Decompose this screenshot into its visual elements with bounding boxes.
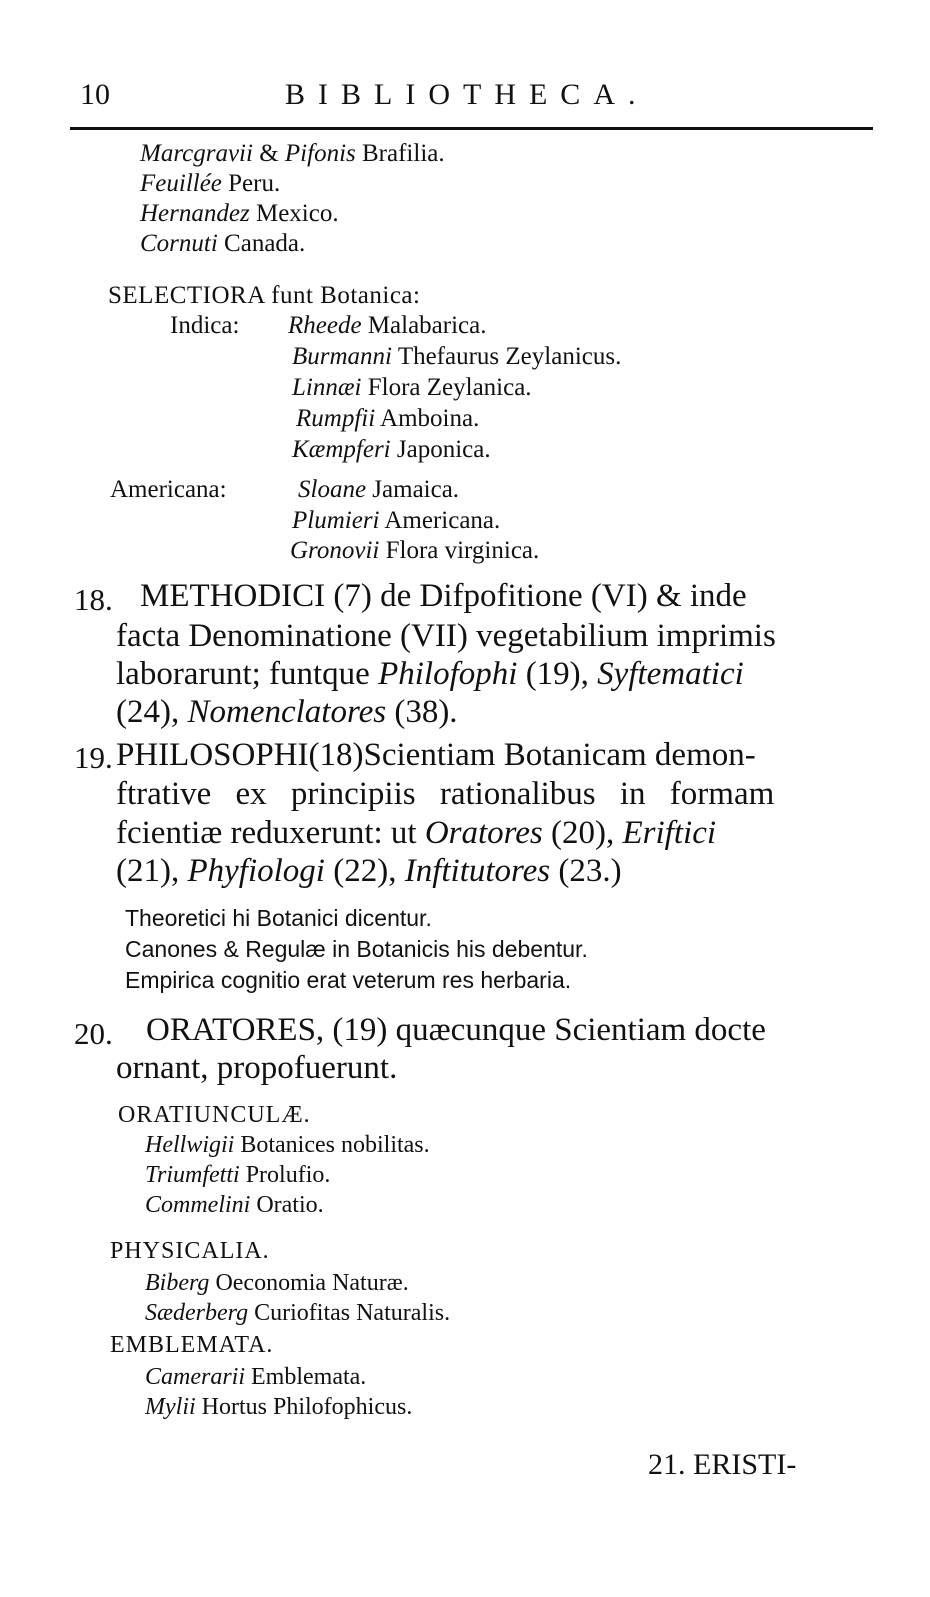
list-item bbox=[140, 200, 339, 228]
text-run: (21), bbox=[116, 853, 180, 889]
list-item bbox=[145, 1192, 324, 1219]
list-item bbox=[292, 343, 621, 371]
author-name: Plumieri bbox=[292, 507, 380, 534]
note-line: Theoretici hi Botanici dicentur. bbox=[125, 905, 432, 931]
section-number: 20. bbox=[74, 1016, 113, 1051]
header-rule bbox=[70, 127, 873, 130]
author-name: Biberg bbox=[145, 1270, 210, 1296]
work-title: Malabarica. bbox=[367, 312, 487, 339]
list-item bbox=[140, 230, 305, 258]
work-title: Botanices nobilitas. bbox=[240, 1132, 430, 1158]
paragraph-line: PHILOSOPHI(18)Scientiam Botanicam demon- bbox=[116, 737, 756, 773]
author-name: Mylii bbox=[145, 1394, 196, 1420]
author-name: Rheede bbox=[288, 312, 362, 339]
paragraph-line: METHODICI (7) de Difpofitione (VI) & inde bbox=[140, 578, 747, 614]
list-item bbox=[292, 507, 500, 535]
author-name: Pifonis bbox=[284, 140, 356, 167]
author-name: Hellwigii bbox=[145, 1132, 235, 1158]
list-item bbox=[290, 537, 539, 565]
joiner: & bbox=[259, 140, 279, 167]
list-item bbox=[145, 1394, 412, 1421]
text-run: Phyfiologi bbox=[187, 853, 325, 889]
list-item bbox=[292, 374, 532, 402]
text-run: Syftematici bbox=[597, 656, 744, 692]
text-run: (23.) bbox=[558, 853, 622, 889]
author-name: Sæderberg bbox=[145, 1300, 249, 1326]
section-heading: PHYSICALIA. bbox=[110, 1238, 270, 1264]
paragraph-line: ORATORES, (19) quæcunque Scientiam docte bbox=[146, 1012, 766, 1048]
group-label: Indica: bbox=[170, 312, 240, 339]
paragraph-line bbox=[116, 694, 458, 731]
note-line: Canones & Regulæ in Botanicis his debentur. bbox=[125, 936, 588, 962]
text-run: (20), bbox=[551, 815, 615, 851]
paragraph-line: ftrative ex principiis rationalibus in formam bbox=[116, 776, 775, 812]
list-item bbox=[292, 436, 491, 464]
text-run: laborarunt; funtque bbox=[116, 656, 370, 692]
author-name: Commelini bbox=[145, 1192, 251, 1218]
author-name: Marcgravii bbox=[140, 140, 253, 167]
list-item bbox=[145, 1300, 450, 1327]
work-title: Mexico. bbox=[255, 200, 339, 227]
author-name: Feuillée bbox=[140, 170, 222, 197]
work-title: Emblemata. bbox=[251, 1364, 367, 1390]
section-heading: EMBLEMATA. bbox=[110, 1332, 274, 1358]
section-number: 19. bbox=[74, 740, 113, 775]
list-item bbox=[145, 1270, 409, 1297]
section-heading: ORATIUNCULÆ. bbox=[118, 1102, 311, 1128]
work-title: Curiofitas Naturalis. bbox=[254, 1300, 451, 1326]
author-name: Kæmpferi bbox=[292, 436, 391, 463]
text-run: (22), bbox=[333, 853, 397, 889]
work-title: Canada. bbox=[224, 230, 306, 257]
author-name: Gronovii bbox=[290, 537, 380, 564]
author-name: Cornuti bbox=[140, 230, 218, 257]
work-title: Thefaurus Zeylanicus. bbox=[397, 343, 622, 370]
list-item bbox=[145, 1162, 330, 1189]
list-item bbox=[145, 1132, 430, 1159]
paragraph-line bbox=[116, 815, 716, 852]
work-title: Prolufio. bbox=[245, 1162, 331, 1188]
text-run: Philofophi bbox=[378, 656, 518, 692]
text-run: Nomenclatores bbox=[187, 694, 387, 730]
text-run: Eriftici bbox=[622, 815, 717, 851]
list-item bbox=[298, 476, 459, 504]
author-name: Rumpfii bbox=[296, 405, 376, 432]
text-run: (38). bbox=[394, 694, 458, 730]
note-line: Empirica cognitio erat veterum res herbaria. bbox=[125, 967, 572, 993]
work-title: Amboina. bbox=[380, 405, 480, 432]
text-run: Inftitutores bbox=[404, 853, 551, 889]
author-name: Linnæi bbox=[292, 374, 362, 401]
work-title: Peru. bbox=[228, 170, 281, 197]
list-item bbox=[296, 405, 479, 433]
work-title: Flora Zeylanica. bbox=[367, 374, 532, 401]
paragraph-line: facta Denominatione (VII) vegetabilium imprimis bbox=[116, 618, 776, 654]
paragraph-line bbox=[116, 656, 744, 693]
work-title: Flora virginica. bbox=[385, 537, 540, 564]
work-title: Japonica. bbox=[396, 436, 491, 463]
work-title: Brafilia. bbox=[362, 140, 445, 167]
author-name: Triumfetti bbox=[145, 1162, 240, 1188]
group-label: Americana: bbox=[110, 476, 227, 503]
work-title: Hortus Philofophicus. bbox=[201, 1394, 413, 1420]
text-run: (19), bbox=[525, 656, 589, 692]
author-name: Burmanni bbox=[292, 343, 392, 370]
text-run: fcientiæ reduxerunt: ut bbox=[116, 815, 417, 851]
text-run: (24), bbox=[116, 694, 180, 730]
paragraph-line: ornant, propofuerunt. bbox=[116, 1050, 398, 1086]
work-title: Jamaica. bbox=[372, 476, 460, 503]
list-item bbox=[288, 312, 487, 340]
text-run: Oratores bbox=[424, 815, 543, 851]
work-title: Americana. bbox=[384, 507, 501, 534]
author-name: Camerarii bbox=[145, 1364, 246, 1390]
list-item bbox=[145, 1364, 366, 1391]
list-item bbox=[140, 170, 280, 198]
work-title: Oeconomia Naturæ. bbox=[215, 1270, 409, 1296]
work-title: Oratio. bbox=[256, 1192, 324, 1218]
catchword: 21. ERISTI- bbox=[648, 1448, 797, 1481]
author-name: Sloane bbox=[298, 476, 367, 503]
author-name: Hernandez bbox=[140, 200, 250, 227]
running-title: BIBLIOTHECA. bbox=[285, 78, 649, 111]
page-number: 10 bbox=[80, 78, 110, 111]
list-item bbox=[140, 140, 445, 168]
paragraph-line bbox=[116, 853, 622, 890]
section-heading: SELECTIORA funt Botanica: bbox=[108, 282, 421, 309]
section-number: 18. bbox=[74, 582, 113, 617]
